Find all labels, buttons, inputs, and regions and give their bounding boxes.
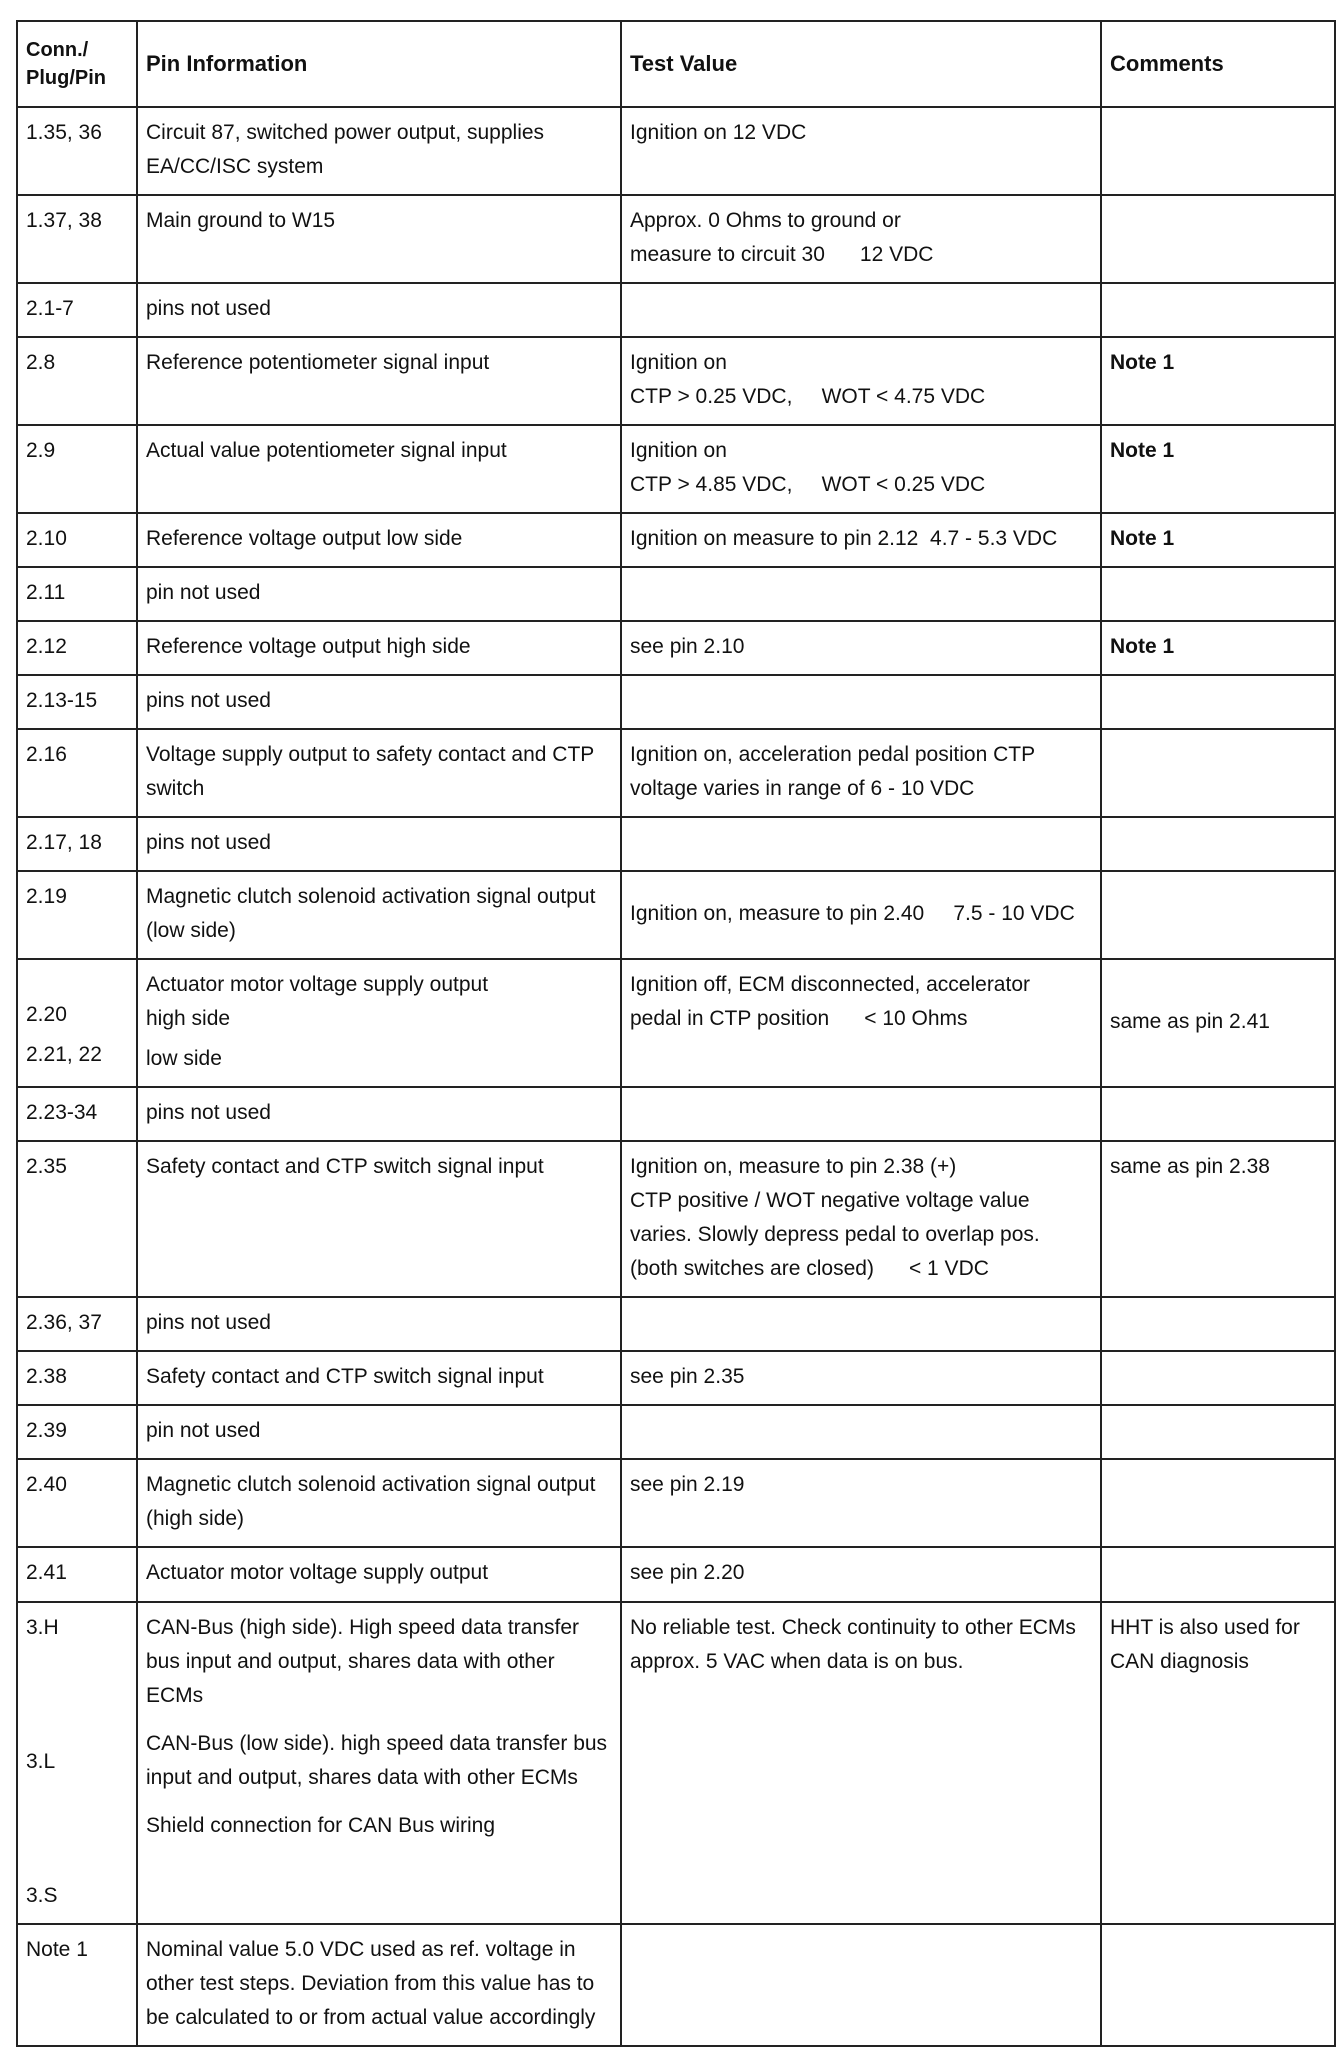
pin-cell: 2.41 (17, 1547, 137, 1601)
table-row (17, 1405, 1335, 1459)
comment-cell (1101, 1924, 1335, 2046)
pin-cell: 2.17, 18 (17, 817, 137, 871)
comment-cell (1101, 817, 1335, 871)
test-value-line: Ignition on (630, 439, 727, 463)
pin-cell: 2.38 (17, 1351, 137, 1405)
pin-label: 3.H (26, 1615, 59, 1639)
table-row (17, 567, 1335, 621)
pin-info-cell: pins not used (137, 1087, 621, 1141)
pin-cell: 2.13-15 (17, 675, 137, 729)
test-value-cell: see pin 2.20 (621, 1547, 1101, 1601)
header-pin-info: Pin Information (137, 21, 621, 107)
test-value-cell (621, 1141, 1101, 1297)
test-value-cell (621, 425, 1101, 513)
comment-cell (1101, 107, 1335, 195)
pin-cell: 2.1-7 (17, 283, 137, 337)
test-value-cell (621, 337, 1101, 425)
test-value-cell: Ignition on measure to pin 2.12 4.7 - 5.3 VDC (621, 513, 1101, 567)
pin-cell: 2.8 (17, 337, 137, 425)
pin-info-cell: Magnetic clutch solenoid activation signal output (high side) (137, 1459, 621, 1547)
test-value-line: CTP positive / WOT negative voltage value varies. Slowly depress pedal to overlap pos. (630, 1189, 1040, 1247)
pin-cell: 2.40 (17, 1459, 137, 1547)
test-value-line: (both switches are closed) < 1 VDC (630, 1257, 989, 1281)
table-row (17, 283, 1335, 337)
pin-info-cell: Reference potentiometer signal input (137, 337, 621, 425)
pin-info-line: high side (146, 1007, 231, 1031)
comment-cell (1101, 195, 1335, 283)
pin-cell (17, 1602, 137, 1924)
pin-info-cell: Main ground to W15 (137, 195, 621, 283)
pin-info-cell: pins not used (137, 675, 621, 729)
table-row (17, 871, 1335, 959)
comment-cell (1101, 1087, 1335, 1141)
table-row (17, 675, 1335, 729)
comment-cell: Note 1 (1101, 513, 1335, 567)
test-value-line: Ignition off, ECM disconnected, accelerator (630, 973, 1030, 997)
pin-info-line: Actuator motor voltage supply output (146, 973, 489, 997)
table-row (17, 513, 1335, 567)
table-row (17, 621, 1335, 675)
pin-cell: 2.39 (17, 1405, 137, 1459)
test-value-cell (621, 1924, 1101, 2046)
pin-cell: 2.35 (17, 1141, 137, 1297)
pin-cell: 2.19 (17, 871, 137, 959)
table-header-row (17, 21, 1335, 107)
test-value-line: CTP > 0.25 VDC, WOT < 4.75 VDC (630, 385, 986, 409)
table-row (17, 1141, 1335, 1297)
pin-info-cell: pins not used (137, 283, 621, 337)
pin-info-line: Shield connection for CAN Bus wiring (146, 1813, 496, 1837)
pin-cell: 2.10 (17, 513, 137, 567)
pin-info-cell (137, 1602, 621, 1924)
pin-cell (17, 959, 137, 1087)
pin-cell: 2.11 (17, 567, 137, 621)
comment-cell (1101, 1351, 1335, 1405)
test-value-cell (621, 817, 1101, 871)
test-value-line: No reliable test. Check continuity to other ECMs (630, 1615, 1076, 1639)
pin-label: 2.20 (26, 1003, 67, 1027)
test-value-cell: Ignition on, measure to pin 2.40 7.5 - 10 VDC (621, 871, 1101, 959)
table-row (17, 1459, 1335, 1547)
table-row (17, 195, 1335, 283)
pin-label: 3.L (26, 1749, 56, 1773)
pin-label: 2.21, 22 (26, 1043, 102, 1067)
header-test-value: Test Value (621, 21, 1101, 107)
comment-cell (1101, 1547, 1335, 1601)
pin-cell: 2.12 (17, 621, 137, 675)
test-value-cell (621, 567, 1101, 621)
pin-info-line: CAN-Bus (high side). High speed data transfer bus input and output, shares data with other ECMs (146, 1615, 580, 1707)
pin-cell: 2.9 (17, 425, 137, 513)
pin-info-cell: Reference voltage output high side (137, 621, 621, 675)
pin-info-cell: Reference voltage output low side (137, 513, 621, 567)
pin-info-cell: pins not used (137, 1297, 621, 1351)
test-value-cell (621, 959, 1101, 1087)
test-value-line: measure to circuit 30 12 VDC (630, 243, 934, 267)
pin-info-cell: Safety contact and CTP switch signal input (137, 1141, 621, 1297)
pin-info-cell: pins not used (137, 817, 621, 871)
table-row (17, 1602, 1335, 1924)
table-row (17, 959, 1335, 1087)
comment-cell (1101, 1297, 1335, 1351)
pin-info-line: CAN-Bus (low side). high speed data transfer bus input and output, shares data with other ECMs (146, 1731, 608, 1789)
pin-info-cell: Actuator motor voltage supply output (137, 1547, 621, 1601)
table-row (17, 1924, 1335, 2046)
test-value-line: Ignition on (630, 351, 727, 375)
table-row (17, 729, 1335, 817)
test-value-cell (621, 195, 1101, 283)
pin-info-line: low side (146, 1047, 222, 1071)
pin-info-cell (137, 959, 621, 1087)
test-value-cell: Ignition on, acceleration pedal position CTP voltage varies in range of 6 - 10 VDC (621, 729, 1101, 817)
table-row (17, 337, 1335, 425)
comment-cell: Note 1 (1101, 425, 1335, 513)
comment-cell (1101, 871, 1335, 959)
comment-cell: same as pin 2.38 (1101, 1141, 1335, 1297)
pin-info-cell: Actual value potentiometer signal input (137, 425, 621, 513)
comment-cell (1101, 1459, 1335, 1547)
test-value-line: pedal in CTP position < 10 Ohms (630, 1007, 968, 1031)
test-value-cell: see pin 2.10 (621, 621, 1101, 675)
test-value-cell: see pin 2.19 (621, 1459, 1101, 1547)
table-row (17, 1351, 1335, 1405)
pin-label: 3.S (26, 1883, 58, 1907)
pin-test-table-page (16, 20, 1334, 2047)
pin-test-table (16, 20, 1336, 2047)
pin-info-cell: Magnetic clutch solenoid activation signal output (low side) (137, 871, 621, 959)
comment-cell: Note 1 (1101, 337, 1335, 425)
table-row (17, 1087, 1335, 1141)
test-value-cell (621, 675, 1101, 729)
table-row (17, 817, 1335, 871)
pin-info-cell: pin not used (137, 1405, 621, 1459)
table-row (17, 1547, 1335, 1601)
comment-cell: Note 1 (1101, 621, 1335, 675)
pin-info-cell: Voltage supply output to safety contact and CTP switch (137, 729, 621, 817)
test-value-cell (621, 1405, 1101, 1459)
table-row (17, 107, 1335, 195)
test-value-cell (621, 1087, 1101, 1141)
pin-cell: 1.35, 36 (17, 107, 137, 195)
comment-cell (1101, 675, 1335, 729)
table-row (17, 1297, 1335, 1351)
test-value-line: CTP > 4.85 VDC, WOT < 0.25 VDC (630, 473, 986, 497)
test-value-line: Ignition on, measure to pin 2.38 (+) (630, 1155, 957, 1179)
comment-cell (1101, 283, 1335, 337)
pin-cell: 1.37, 38 (17, 195, 137, 283)
header-conn: Conn./ Plug/Pin (17, 21, 137, 107)
test-value-cell: Ignition on 12 VDC (621, 107, 1101, 195)
table-row (17, 425, 1335, 513)
test-value-cell (621, 1297, 1101, 1351)
test-value-cell: see pin 2.35 (621, 1351, 1101, 1405)
header-comments: Comments (1101, 21, 1335, 107)
comment-cell: HHT is also used for CAN diagnosis (1101, 1602, 1335, 1924)
comment-cell (1101, 1405, 1335, 1459)
pin-cell: 2.16 (17, 729, 137, 817)
pin-cell: Note 1 (17, 1924, 137, 2046)
comment-cell: same as pin 2.41 (1101, 959, 1335, 1087)
comment-cell (1101, 729, 1335, 817)
pin-cell: 2.23-34 (17, 1087, 137, 1141)
test-value-cell (621, 1602, 1101, 1924)
pin-info-cell: Nominal value 5.0 VDC used as ref. voltage in other test steps. Deviation from this value has to be calculated to or from actual value accordingly (137, 1924, 621, 2046)
test-value-cell (621, 283, 1101, 337)
test-value-line: Approx. 0 Ohms to ground or (630, 209, 901, 233)
pin-info-cell: pin not used (137, 567, 621, 621)
test-value-line: approx. 5 VAC when data is on bus. (630, 1649, 964, 1673)
pin-cell: 2.36, 37 (17, 1297, 137, 1351)
comment-cell (1101, 567, 1335, 621)
pin-info-cell: Circuit 87, switched power output, supplies EA/CC/ISC system (137, 107, 621, 195)
pin-info-cell: Safety contact and CTP switch signal input (137, 1351, 621, 1405)
